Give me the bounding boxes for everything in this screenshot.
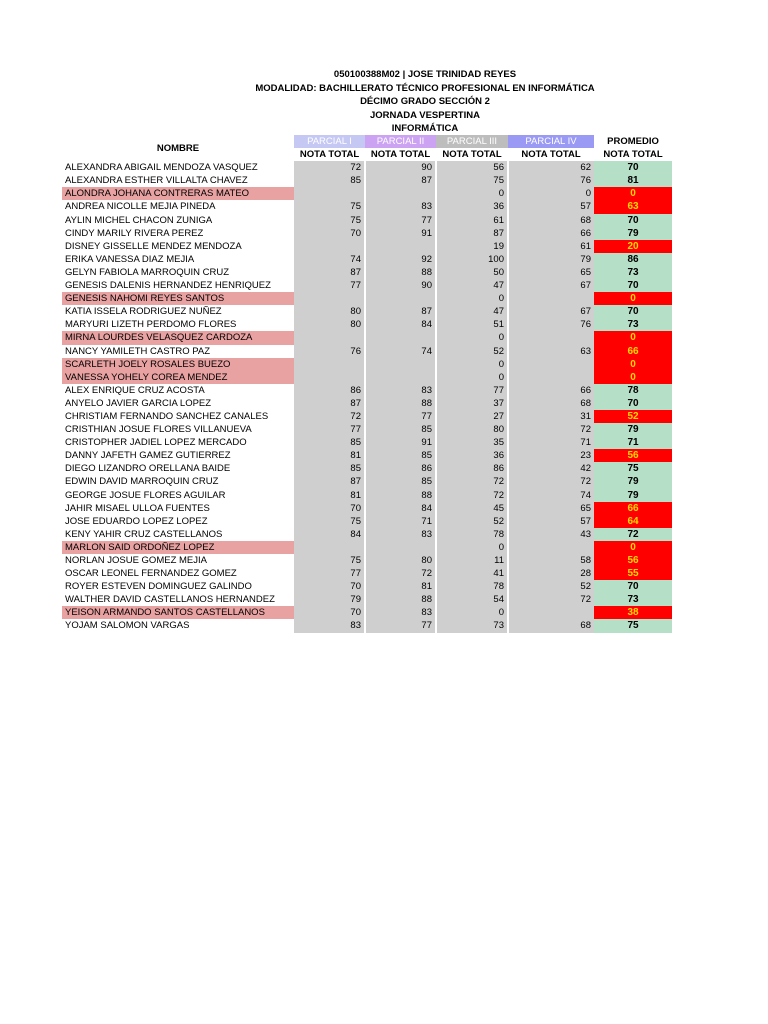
table-row — [62, 384, 672, 397]
parcial-1-grade: 84 — [294, 528, 365, 541]
parcial-1-grade — [294, 371, 365, 384]
parcial-1-grade: 75 — [294, 214, 365, 227]
parcial-1-grade — [294, 292, 365, 305]
table-row — [62, 502, 672, 515]
average-grade: 0 — [594, 331, 672, 344]
average-grade: 79 — [594, 489, 672, 502]
student-name: WALTHER DAVID CASTELLANOS HERNANDEZ — [65, 594, 275, 606]
parcial-4-grade — [508, 541, 594, 554]
parcial-1-grade: 70 — [294, 580, 365, 593]
subheader-promedio-nota-total: NOTA TOTAL — [603, 149, 663, 161]
parcial-1-grade: 80 — [294, 305, 365, 318]
student-name: ERIKA VANESSA DIAZ MEJIA — [65, 253, 195, 265]
table-row — [62, 580, 672, 593]
student-name: DANNY JAFETH GAMEZ GUTIERREZ — [65, 450, 231, 462]
student-name: EDWIN DAVID MARROQUIN CRUZ — [65, 476, 219, 488]
parcial-3-grade: 0 — [436, 331, 508, 344]
subheader-nota-total-4: NOTA TOTAL — [521, 149, 581, 161]
table-row — [62, 449, 672, 462]
parcial-4-grade: 68 — [508, 214, 594, 227]
student-name: GENESIS DALENIS HERNANDEZ HENRIQUEZ — [65, 280, 271, 292]
parcial-2-grade: 84 — [365, 502, 436, 515]
parcial-2-grade: 87 — [365, 305, 436, 318]
average-grade: 56 — [594, 554, 672, 567]
column-header-parcial-2: PARCIAL II — [365, 135, 436, 148]
student-name: YEISON ARMANDO SANTOS CASTELLANOS — [62, 606, 294, 619]
parcial-4-grade: 72 — [508, 593, 594, 606]
average-grade: 75 — [594, 462, 672, 475]
parcial-3-grade: 87 — [436, 227, 508, 240]
student-name: ANDREA NICOLLE MEJIA PINEDA — [65, 201, 216, 213]
parcial-4-grade: 0 — [508, 187, 594, 200]
parcial-1-grade: 86 — [294, 384, 365, 397]
parcial-4-grade: 65 — [508, 502, 594, 515]
student-name: NANCY YAMILETH CASTRO PAZ — [65, 345, 210, 357]
grades-table — [62, 135, 672, 633]
parcial-2-grade: 74 — [365, 345, 436, 358]
column-header-promedio: PROMEDIO — [607, 136, 659, 147]
parcial-4-grade: 57 — [508, 200, 594, 213]
parcial-4-grade: 71 — [508, 436, 594, 449]
parcial-3-grade: 72 — [436, 475, 508, 488]
parcial-3-grade: 0 — [436, 541, 508, 554]
average-grade: 66 — [594, 502, 672, 515]
parcial-2-grade: 91 — [365, 227, 436, 240]
parcial-4-grade: 42 — [508, 462, 594, 475]
average-grade: 73 — [594, 593, 672, 606]
parcial-2-grade: 84 — [365, 318, 436, 331]
parcial-2-grade: 90 — [365, 279, 436, 292]
subheader-nota-total-2: NOTA TOTAL — [370, 149, 431, 161]
table-row — [62, 187, 672, 200]
student-name: MARLON SAID ORDOÑEZ LOPEZ — [62, 541, 294, 554]
student-name: GEORGE JOSUE FLORES AGUILAR — [65, 489, 226, 501]
table-row — [62, 489, 672, 502]
average-grade: 63 — [594, 200, 672, 213]
parcial-4-grade: 66 — [508, 384, 594, 397]
parcial-3-grade: 78 — [436, 528, 508, 541]
table-row — [62, 331, 672, 344]
table-row — [62, 227, 672, 240]
student-name: ROYER ESTEVEN DOMINGUEZ GALINDO — [65, 581, 252, 593]
parcial-2-grade: 81 — [365, 580, 436, 593]
average-grade: 73 — [594, 318, 672, 331]
parcial-2-grade — [365, 187, 436, 200]
average-grade: 0 — [594, 187, 672, 200]
parcial-3-grade: 27 — [436, 410, 508, 423]
parcial-4-grade: 63 — [508, 345, 594, 358]
parcial-1-grade: 85 — [294, 436, 365, 449]
parcial-3-grade: 51 — [436, 318, 508, 331]
parcial-4-grade: 62 — [508, 161, 594, 174]
parcial-1-grade: 81 — [294, 449, 365, 462]
parcial-2-grade: 83 — [365, 528, 436, 541]
table-row — [62, 462, 672, 475]
student-name: ALONDRA JOHANA CONTRERAS MATEO — [62, 187, 294, 200]
parcial-3-grade: 73 — [436, 619, 508, 632]
parcial-4-grade: 28 — [508, 567, 594, 580]
student-name: DIEGO LIZANDRO ORELLANA BAIDE — [65, 463, 231, 475]
student-name: NORLAN JOSUE GOMEZ MEJIA — [65, 555, 207, 566]
parcial-2-grade: 83 — [365, 384, 436, 397]
student-name: JOSE EDUARDO LOPEZ LOPEZ — [65, 515, 208, 527]
parcial-3-grade: 0 — [436, 371, 508, 384]
average-grade: 72 — [594, 528, 672, 541]
parcial-3-grade: 11 — [436, 554, 508, 567]
parcial-1-grade: 72 — [294, 161, 365, 174]
student-name: OSCAR LEONEL FERNANDEZ GOMEZ — [65, 568, 237, 580]
student-name: GELYN FABIOLA MARROQUIN CRUZ — [65, 266, 229, 278]
shift-title: JORNADA VESPERTINA — [370, 109, 480, 121]
parcial-4-grade: 58 — [508, 554, 594, 567]
parcial-3-grade: 36 — [436, 449, 508, 462]
average-grade: 38 — [594, 606, 672, 619]
student-name: MIRNA LOURDES VELASQUEZ CARDOZA — [62, 331, 294, 344]
grades-table-body — [62, 161, 672, 632]
parcial-2-grade: 90 — [365, 161, 436, 174]
parcial-2-grade — [365, 240, 436, 253]
parcial-1-grade — [294, 240, 365, 253]
parcial-4-grade — [508, 371, 594, 384]
parcial-4-grade: 61 — [508, 240, 594, 253]
table-row — [62, 436, 672, 449]
parcial-3-grade: 52 — [436, 515, 508, 528]
parcial-4-grade — [508, 358, 594, 371]
parcial-1-grade: 80 — [294, 318, 365, 331]
parcial-1-grade: 77 — [294, 423, 365, 436]
student-name: YOJAM SALOMON VARGAS — [65, 620, 190, 632]
parcial-3-grade: 50 — [436, 266, 508, 279]
student-name: CRISTHIAN JOSUE FLORES VILLANUEVA — [65, 424, 252, 436]
parcial-2-grade: 85 — [365, 423, 436, 436]
parcial-1-grade: 81 — [294, 489, 365, 502]
average-grade: 20 — [594, 240, 672, 253]
parcial-4-grade: 31 — [508, 410, 594, 423]
table-row — [62, 528, 672, 541]
average-grade: 56 — [594, 449, 672, 462]
table-row — [62, 214, 672, 227]
student-name: ALEXANDRA ABIGAIL MENDOZA VASQUEZ — [65, 162, 258, 174]
parcial-4-grade — [508, 331, 594, 344]
parcial-3-grade: 0 — [436, 606, 508, 619]
parcial-4-grade: 72 — [508, 475, 594, 488]
student-name: MARYURI LIZETH PERDOMO FLORES — [65, 319, 237, 331]
average-grade: 66 — [594, 345, 672, 358]
parcial-4-grade: 76 — [508, 174, 594, 187]
average-grade: 86 — [594, 253, 672, 266]
table-row — [62, 371, 672, 384]
parcial-1-grade: 83 — [294, 619, 365, 632]
parcial-1-grade: 77 — [294, 279, 365, 292]
parcial-3-grade: 77 — [436, 384, 508, 397]
parcial-4-grade: 68 — [508, 619, 594, 632]
average-grade: 55 — [594, 567, 672, 580]
parcial-2-grade: 80 — [365, 554, 436, 567]
parcial-2-grade: 72 — [365, 567, 436, 580]
parcial-3-grade: 0 — [436, 358, 508, 371]
table-row — [62, 279, 672, 292]
table-row — [62, 174, 672, 187]
student-name: JAHIR MISAEL ULLOA FUENTES — [65, 502, 210, 514]
parcial-2-grade: 85 — [365, 475, 436, 488]
table-row — [62, 240, 672, 253]
student-name: CINDY MARILY RIVERA PEREZ — [65, 227, 204, 239]
subject-title: INFORMÁTICA — [391, 123, 459, 134]
student-name: KENY YAHIR CRUZ CASTELLANOS — [65, 528, 223, 540]
table-row — [62, 318, 672, 331]
parcial-2-grade: 88 — [365, 489, 436, 502]
parcial-4-grade: 79 — [508, 253, 594, 266]
average-grade: 0 — [594, 358, 672, 371]
parcial-3-grade: 47 — [436, 279, 508, 292]
parcial-2-grade: 86 — [365, 462, 436, 475]
parcial-3-grade: 19 — [436, 240, 508, 253]
parcial-1-grade: 75 — [294, 200, 365, 213]
parcial-4-grade: 52 — [508, 580, 594, 593]
parcial-1-grade: 87 — [294, 475, 365, 488]
subheader-nota-total-1: NOTA TOTAL — [299, 149, 360, 161]
table-row — [62, 606, 672, 619]
parcial-3-grade: 86 — [436, 462, 508, 475]
student-name: GENESIS NAHOMI REYES SANTOS — [62, 292, 294, 305]
parcial-2-grade — [365, 358, 436, 371]
subheader-nota-total-3: NOTA TOTAL — [442, 149, 502, 161]
average-grade: 81 — [594, 174, 672, 187]
parcial-2-grade: 88 — [365, 593, 436, 606]
parcial-1-grade: 70 — [294, 502, 365, 515]
parcial-3-grade: 61 — [436, 214, 508, 227]
parcial-3-grade: 35 — [436, 436, 508, 449]
parcial-2-grade: 92 — [365, 253, 436, 266]
student-name: KATIA ISSELA RODRIGUEZ NUÑEZ — [65, 306, 222, 318]
parcial-3-grade: 52 — [436, 345, 508, 358]
table-row — [62, 515, 672, 528]
table-row — [62, 423, 672, 436]
parcial-2-grade — [365, 331, 436, 344]
average-grade: 0 — [594, 541, 672, 554]
report-header — [0, 68, 768, 136]
parcial-2-grade: 77 — [365, 619, 436, 632]
average-grade: 70 — [594, 161, 672, 174]
table-row — [62, 358, 672, 371]
parcial-3-grade: 80 — [436, 423, 508, 436]
parcial-3-grade: 41 — [436, 567, 508, 580]
parcial-4-grade: 66 — [508, 227, 594, 240]
table-row — [62, 253, 672, 266]
column-header-parcial-1: PARCIAL I — [294, 135, 365, 148]
parcial-4-grade — [508, 292, 594, 305]
parcial-2-grade: 85 — [365, 449, 436, 462]
parcial-3-grade: 100 — [436, 253, 508, 266]
parcial-2-grade — [365, 371, 436, 384]
average-grade: 70 — [594, 580, 672, 593]
average-grade: 0 — [594, 371, 672, 384]
average-grade: 75 — [594, 619, 672, 632]
parcial-4-grade: 67 — [508, 279, 594, 292]
student-name: ALEX ENRIQUE CRUZ ACOSTA — [65, 384, 205, 396]
parcial-1-grade: 87 — [294, 397, 365, 410]
parcial-3-grade: 45 — [436, 502, 508, 515]
parcial-1-grade: 72 — [294, 410, 365, 423]
parcial-1-grade: 75 — [294, 554, 365, 567]
parcial-1-grade: 70 — [294, 606, 365, 619]
table-row — [62, 266, 672, 279]
parcial-1-grade — [294, 358, 365, 371]
average-grade: 70 — [594, 214, 672, 227]
parcial-2-grade — [365, 541, 436, 554]
average-grade: 70 — [594, 279, 672, 292]
parcial-2-grade: 88 — [365, 397, 436, 410]
parcial-3-grade: 47 — [436, 305, 508, 318]
school-code-title: 050100388M02 | JOSE TRINIDAD REYES — [333, 69, 517, 80]
parcial-1-grade: 75 — [294, 515, 365, 528]
student-name: DISNEY GISSELLE MENDEZ MENDOZA — [65, 240, 242, 252]
parcial-3-grade: 72 — [436, 489, 508, 502]
parcial-1-grade — [294, 541, 365, 554]
table-row — [62, 619, 672, 632]
average-grade: 0 — [594, 292, 672, 305]
table-row — [62, 593, 672, 606]
parcial-3-grade: 0 — [436, 187, 508, 200]
parcial-4-grade — [508, 606, 594, 619]
parcial-4-grade: 74 — [508, 489, 594, 502]
parcial-2-grade: 87 — [365, 174, 436, 187]
student-name: VANESSA YOHELY COREA MENDEZ — [62, 371, 294, 384]
table-row — [62, 541, 672, 554]
table-row — [62, 345, 672, 358]
parcial-4-grade: 76 — [508, 318, 594, 331]
parcial-2-grade: 83 — [365, 606, 436, 619]
parcial-4-grade: 67 — [508, 305, 594, 318]
parcial-4-grade: 43 — [508, 528, 594, 541]
average-grade: 78 — [594, 384, 672, 397]
student-name: ALEXANDRA ESTHER VILLALTA CHAVEZ — [65, 175, 248, 187]
student-name: AYLIN MICHEL CHACON ZUNIGA — [65, 214, 213, 226]
parcial-2-grade: 77 — [365, 410, 436, 423]
parcial-3-grade: 75 — [436, 174, 508, 187]
parcial-3-grade: 54 — [436, 593, 508, 606]
parcial-2-grade: 83 — [365, 200, 436, 213]
grade-section-title: DÉCIMO GRADO SECCIÓN 2 — [360, 96, 490, 107]
student-name: CRISTOPHER JADIEL LOPEZ MERCADO — [65, 437, 247, 449]
column-header-name: NOMBRE — [156, 142, 200, 154]
parcial-4-grade: 23 — [508, 449, 594, 462]
average-grade: 79 — [594, 475, 672, 488]
parcial-1-grade: 85 — [294, 462, 365, 475]
parcial-2-grade: 77 — [365, 214, 436, 227]
parcial-2-grade: 88 — [365, 266, 436, 279]
student-name: CHRISTIAM FERNANDO SANCHEZ CANALES — [65, 410, 269, 422]
average-grade: 52 — [594, 410, 672, 423]
parcial-3-grade: 37 — [436, 397, 508, 410]
parcial-1-grade — [294, 331, 365, 344]
column-header-parcial-3: PARCIAL III — [436, 135, 508, 148]
parcial-3-grade: 36 — [436, 200, 508, 213]
parcial-1-grade: 77 — [294, 567, 365, 580]
table-row — [62, 475, 672, 488]
average-grade: 73 — [594, 266, 672, 279]
average-grade: 70 — [594, 305, 672, 318]
parcial-1-grade: 76 — [294, 345, 365, 358]
parcial-1-grade: 79 — [294, 593, 365, 606]
parcial-4-grade: 65 — [508, 266, 594, 279]
table-row — [62, 410, 672, 423]
table-row — [62, 397, 672, 410]
parcial-1-grade: 87 — [294, 266, 365, 279]
parcial-4-grade: 68 — [508, 397, 594, 410]
parcial-1-grade: 74 — [294, 253, 365, 266]
parcial-2-grade: 71 — [365, 515, 436, 528]
average-grade: 71 — [594, 436, 672, 449]
parcial-1-grade: 85 — [294, 174, 365, 187]
parcial-4-grade: 57 — [508, 515, 594, 528]
average-grade: 79 — [594, 227, 672, 240]
average-grade: 64 — [594, 515, 672, 528]
column-header-parcial-4: PARCIAL IV — [508, 135, 594, 148]
student-name: SCARLETH JOELY ROSALES BUEZO — [62, 358, 294, 371]
average-grade: 79 — [594, 423, 672, 436]
table-row — [62, 305, 672, 318]
parcial-3-grade: 0 — [436, 292, 508, 305]
table-row — [62, 567, 672, 580]
parcial-2-grade — [365, 292, 436, 305]
modality-title: MODALIDAD: BACHILLERATO TÉCNICO PROFESIONAL EN INFORMÁTICA — [255, 82, 595, 94]
student-name: ANYELO JAVIER GARCIA LOPEZ — [65, 397, 212, 409]
parcial-3-grade: 78 — [436, 580, 508, 593]
parcial-3-grade: 56 — [436, 161, 508, 174]
parcial-2-grade: 91 — [365, 436, 436, 449]
parcial-4-grade: 72 — [508, 423, 594, 436]
average-grade: 70 — [594, 397, 672, 410]
parcial-1-grade — [294, 187, 365, 200]
table-row — [62, 200, 672, 213]
table-row — [62, 292, 672, 305]
table-row — [62, 554, 672, 567]
parcial-1-grade: 70 — [294, 227, 365, 240]
table-row — [62, 161, 672, 174]
